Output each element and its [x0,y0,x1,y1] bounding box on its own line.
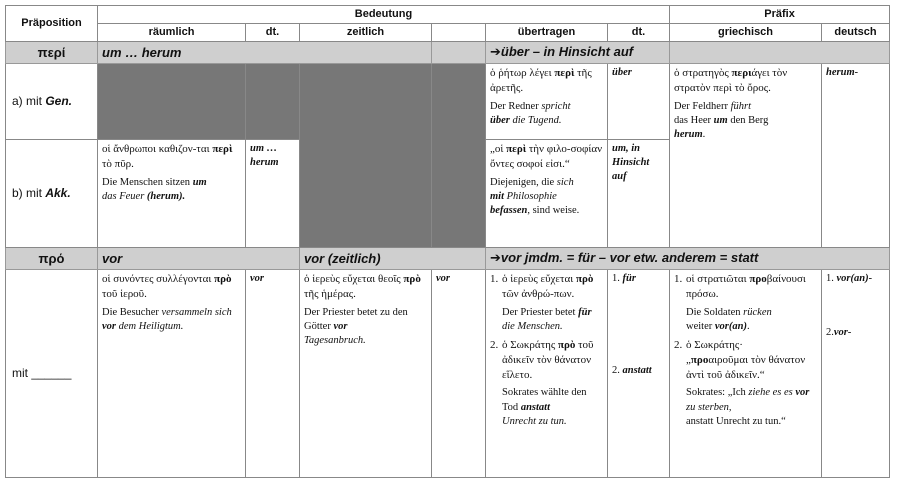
pro-band [6,247,890,269]
list-item: 2. ὁ Σωκράτης πρὸ τοῦ ἀδικεῖν τὸν θάνατον εἵλετο. Sokrates wählte den Tod anstatt Unrecht zu tun. [490,338,594,427]
peri-praefix-deutsch: herum- [822,63,890,247]
pro-raeumlich: οἱ συνόντες συλλέγονται πρὸ τοῦ ἱεροῦ. Die Besucher versammeln sich vor dem Heiligtum. [98,269,246,477]
col-deutsch: deutsch [822,24,890,42]
pro-zeitlich-dt: vor [432,269,486,477]
pro-praefix-griechisch [670,269,822,477]
col-dt-2: dt. [608,24,670,42]
pro-raeumlich-meaning: vor [98,247,300,269]
peri-akk-raeumlich: οἱ ἄνθρωποι καθιζον-ται περὶ τὸ πῦρ. Die Menschen sitzen um das Feuer (herum). [98,139,246,247]
peri-akk-label: b) mit Akk. [6,139,98,247]
peri-gen-row [6,63,890,139]
list-item: 2. ὁ Σωκράτης· „προαιροῦμαι τὸν θάνατον ἀντὶ τοῦ ἀδικεῖν.“ Sokrates: „Ich ziehe es es vor zu sterben, anstatt Unrecht zu tun.“ [674,338,810,427]
pro-uebertragen-dt: 1. für 2. anstatt [608,269,670,477]
peri-gen-raeumlich-empty [98,63,246,139]
pro-raeumlich-dt: vor [246,269,300,477]
list-item: 1. ὁ ἱερεὺς εὔχεται πρὸ τῶν ἀνθρώ-πων. Der Priester betet für die Menschen. [490,272,594,332]
pro-praefix-deutsch: 1. vor(an)- 2.vor- [822,269,890,477]
preposition-table [5,5,890,478]
peri-akk-dt: um … herum [246,139,300,247]
peri-raeumlich-meaning: um … herum [98,41,432,63]
col-griechisch: griechisch [670,24,822,42]
pro-zeitlich: ὁ ἱερεὺς εὔχεται θεοῖς πρὸ τῆς ἡμέρας. Der Priester betet zu den Götter vor Tagesanbruch. [300,269,432,477]
pro-preposition: πρό [6,247,98,269]
peri-uebertragen-meaning: ➔über – in Hinsicht auf [486,41,670,63]
pro-uebertragen-meaning: ➔vor jmdm. = für – vor etw. anderem = statt [486,247,890,269]
col-dt-1: dt. [246,24,300,42]
col-raeumlich: räumlich [98,24,246,42]
peri-akk-uebertragen: „οἱ περὶ τὴν φιλο-σοφίαν ὄντες σοφοί εἰσι.“ Diejenigen, die sich mit Philosophie befassen, sind weise. [486,139,608,247]
peri-akk-dt-2: um, in Hinsicht auf [608,139,670,247]
col-praeposition: Präposition [6,6,98,42]
pro-row [6,269,890,477]
col-zeitlich: zeitlich [300,24,432,42]
peri-zeitlich-empty [300,63,432,247]
list-item: 1. οἱ στρατιῶται προβαίνουσι πρόσω. Die Soldaten rücken weiter vor(an). [674,272,806,332]
col-empty [432,24,486,42]
col-bedeutung: Bedeutung [98,6,670,24]
pro-uebertragen [486,269,608,477]
peri-gen-dt: über [608,63,670,139]
pro-label: mit ______ [6,269,98,477]
arrow-right-icon: ➔ [490,45,501,61]
peri-praefix-griechisch: ὁ στρατηγὸς περιάγει τὸν στρατὸν περὶ τὸ ὄρος. Der Feldherr führt das Heer um den Berg herum. [670,63,822,247]
peri-band [6,41,890,63]
arrow-right-icon: ➔ [490,251,501,267]
peri-gen-uebertragen: ὁ ῥήτωρ λέγει περὶ τῆς ἀρετῆς. Der Redner spricht über die Tugend. [486,63,608,139]
peri-preposition: περί [6,41,98,63]
col-uebertragen: übertragen [486,24,608,42]
col-praefix: Präfix [670,6,890,24]
peri-gen-label: a) mit Gen. [6,63,98,139]
pro-zeitlich-meaning: vor (zeitlich) [300,247,486,269]
